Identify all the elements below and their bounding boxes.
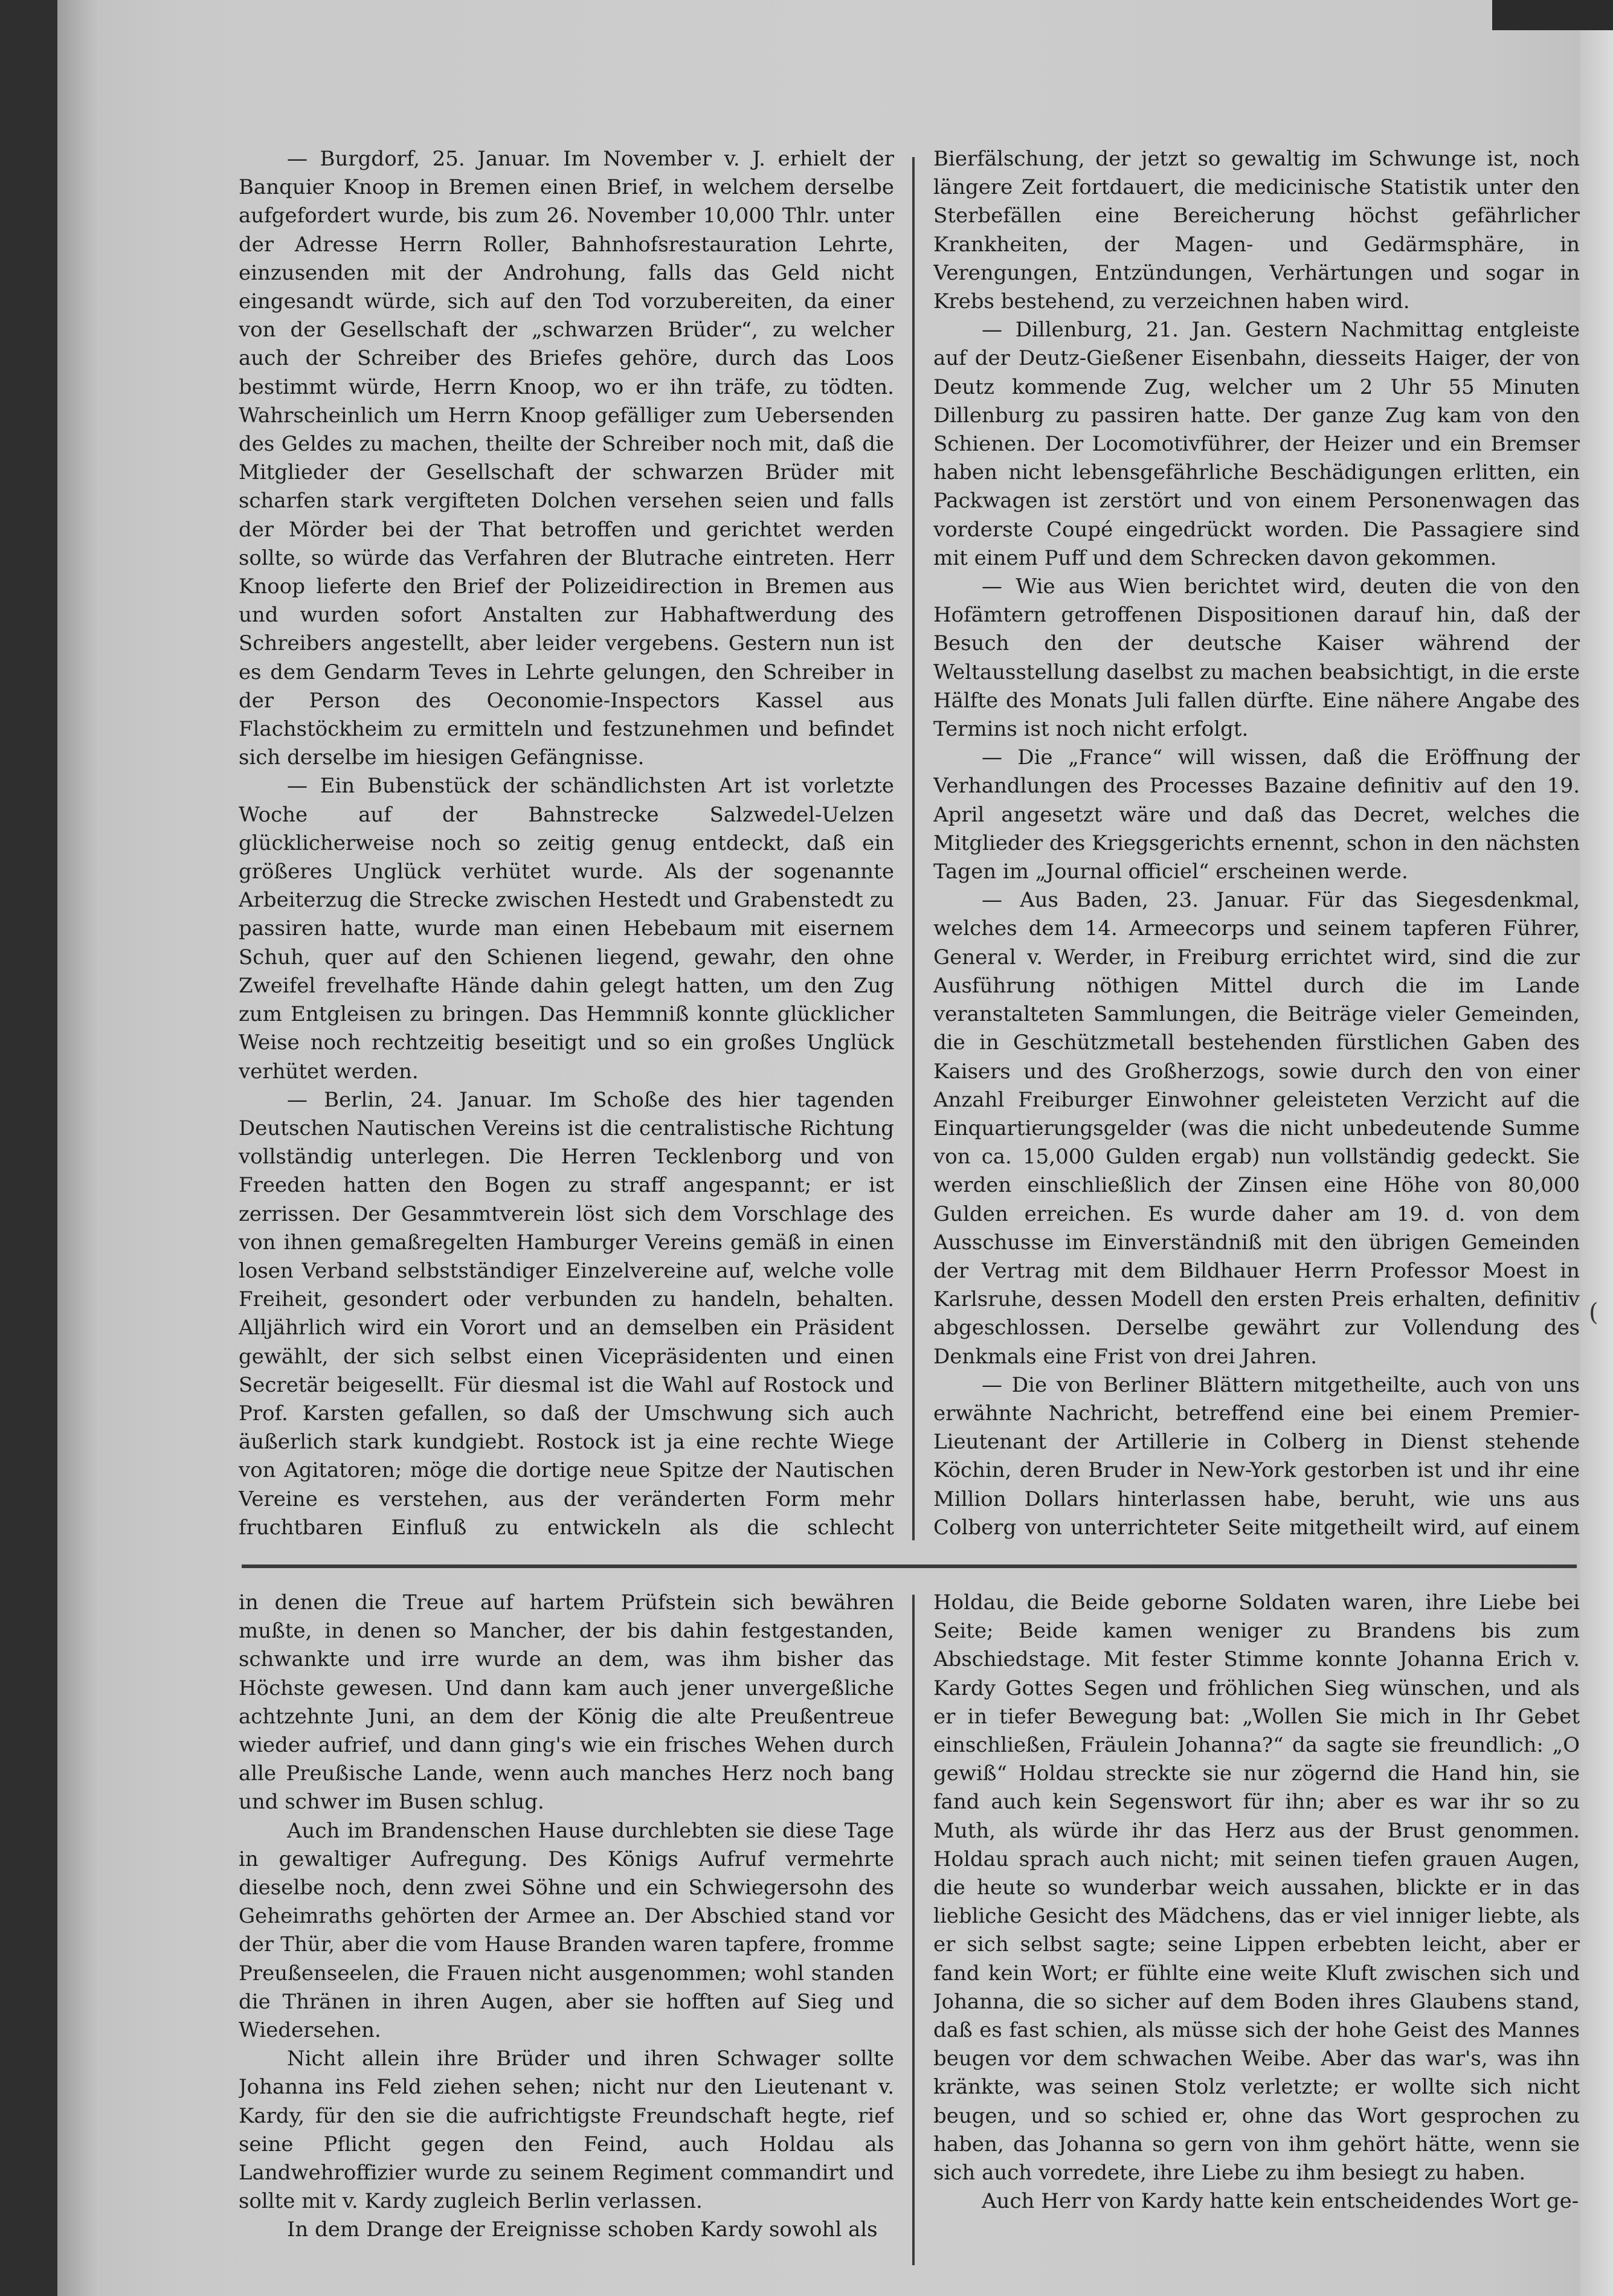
- news-item-bier-cont: Bierfälschung, der jetzt so gewaltig im Schwunge ist, noch längere Zeit fortdauert, die medicinische Statistik unter den Sterbefällen eine Bereicherung höchst gefährlicher Krankheiten, der Magen- und Gedärmsphäre, in Verengungen, Entzündungen, Verhärtungen und sogar in Krebs bestehend, zu verzeichnen haben wird.: [933, 147, 1580, 314]
- column-rule-top: [912, 157, 915, 1540]
- feuilleton-paragraph: Auch im Brandenschen Hause durchlebten sie diese Tage in gewaltiger Aufregung. Des Königs Aufruf vermehrte dieselbe noch, denn zwei Söhne und ein Schwiegersohn des Geheimraths gehörten der Armee an. Der Abschied stand vor der Thür, aber die vom Hause Branden waren tapfere, fromme Preußenseelen, die Frauen nicht ausgenommen; wohl standen die Thränen in ihren Augen, aber sie hofften auf Sieg und Wiedersehen.: [239, 1818, 894, 2043]
- news-item-wien: — Wie aus Wien berichtet wird, deuten die von den Hofämtern getroffenen Dispositionen darauf hin, daß der Besuch den der deutsche Kaiser während der Weltausstellung daselbst zu machen beabsichtigt, in die erste Hälfte des Monats Juli fallen dürfte. Eine nähere Angabe des Termins ist noch nicht erfolgt.: [933, 574, 1580, 742]
- feuilleton-column-left: [239, 1589, 894, 2283]
- news-item-dillenburg: — Dillenburg, 21. Jan. Gestern Nachmittag entgleiste auf der Deutz-Gießener Eisenbahn, diesseits Haiger, der von Deutz kommende Zug, welcher um 2 Uhr 55 Minuten Dillenburg zu passiren hatte. Der ganze Zug kam von den Schienen. Der Locomotivführer, der Heizer und ein Bremser haben nicht lebensgefährliche Beschädigungen erlitten, ein Packwagen ist zerstört und von einem Personenwagen das vorderste Coupé eingedrückt worden. Die Passagiere sind mit einem Puff und dem Schrecken davon gekommen.: [933, 318, 1580, 570]
- section-rule: [242, 1564, 1577, 1568]
- feuilleton-column-right: [933, 1589, 1580, 2283]
- feuilleton-paragraph: Auch Herr von Kardy hatte kein entscheidendes Wort ge-: [982, 2189, 1579, 2214]
- news-item-bubenstueck: — Ein Bubenstück der schändlichsten Art ist vorletzte Woche auf der Bahnstrecke Salzwedel-Uelzen glücklicherweise noch so zeitig genug entdeckt, daß ein größeres Unglück verhütet wurde. Als der sogenannte Arbeiterzug die Strecke zwischen Hestedt und Grabenstedt zu passiren hatte, wurde man einen Hebebaum mit eisernem Schuh, quer auf den Schienen liegend, gewahr, den ohne Zweifel frevelhafte Hände dahin gelegt hatten, um den Zug zum Entgleisen zu bringen. Das Hemmniß konnte glücklicher Weise noch rechtzeitig beseitigt und so ein großes Unglück verhütet werden.: [239, 774, 894, 1084]
- news-column-left: [239, 145, 894, 1540]
- news-item-burgdorf: — Burgdorf, 25. Januar. Im November v. J. erhielt der Banquier Knoop in Bremen einen Brief, in welchem derselbe aufgefordert wurde, bis zum 26. November 10,000 Thlr. unter der Adresse Herrn Roller, Bahnhofsrestauration Lehrte, einzusenden mit der Androhung, falls das Geld nicht eingesandt würde, sich auf den Tod vorzubereiten, da einer von der Gesellschaft der „schwarzen Brüder“, zu welcher auch der Schreiber des Briefes gehöre, durch das Loos bestimmt würde, Herrn Knoop, wo er ihn träfe, zu tödten. Wahrscheinlich um Herrn Knoop gefälliger zum Uebersenden des Geldes zu machen, theilte der Schreiber noch mit, daß die Mitglieder der Gesellschaft der schwarzen Brüder mit scharfen stark vergifteten Dolchen versehen seien und falls der Mörder bei der That betroffen und gerichtet werden sollte, so würde das Verfahren der Blutrache eintreten. Herr Knoop lieferte den Brief der Polizeidirection in Bremen aus und wurden sofort Anstalten zur Habhaftwerdung des Schreibers angestellt, aber leider vergebens. Gestern nun ist es dem Gendarm Teves in Lehrte gelungen, den Schreiber in der Person des Oeconomie-Inspectors Kassel aus Flachstöckheim zu ermitteln und festzunehmen und befindet sich derselbe im hiesigen Gefängnisse.: [239, 147, 894, 770]
- news-item-france: — Die „France“ will wissen, daß die Eröffnung der Verhandlungen des Processes Bazaine definitiv auf den 19. April angesetzt wäre und daß das Decret, welches die Mitglieder des Kriegsgerichts ernennt, schon in den nächsten Tagen im „Journal officiel“ erscheinen werde.: [933, 745, 1580, 884]
- feuilleton-paragraph: in denen die Treue auf hartem Prüfstein sich bewähren mußte, in denen so Mancher, der bis dahin festgestanden, schwankte und irre wurde an dem, was ihm bisher das Höchste gewesen. Und dann kam auch jener unvergeßliche achtzehnte Juni, an dem der König die alte Preußentreue wieder aufrief, und dann ging's wie ein frisches Wehen durch alle Preußische Lande, wenn auch manches Herz noch bang und schwer im Busen schlug.: [239, 1590, 894, 1815]
- news-item-baden: — Aus Baden, 23. Januar. Für das Siegesdenkmal, welches dem 14. Armeecorps und seinem tapferen Führer, General v. Werder, in Freiburg errichtet wird, sind die zur Ausführung nöthigen Mittel durch die im Lande veranstalteten Sammlungen, die Beiträge vieler Gemeinden, die in Geschützmetall bestehenden fürstlichen Gaben des Kaisers und des Großherzogs, sowie durch den von einer Anzahl Freiburger Einwohner geleisteten Verzicht auf die Einquartierungsgelder (was die nicht unbedeutende Summe von ca. 15,000 Gulden ergab) nun vollständig gedeckt. Sie werden einschließlich der Zinsen eine Höhe von 80,000 Gulden erreichen. Es wurde daher am 19. d. von dem Ausschusse im Einverständniß mit den übrigen Gemeinden der Vertrag mit dem Bildhauer Herrn Professor Moest in Karlsruhe, dessen Modell den ersten Preis erhalten, definitiv abgeschlossen. Derselbe gewährt zur Vollendung des Denkmals eine Frist von drei Jahren.: [933, 888, 1580, 1369]
- column-rule-bottom: [912, 1595, 915, 2265]
- news-item-berlin: — Berlin, 24. Januar. Im Schoße des hier tagenden Deutschen Nautischen Vereins ist die centralistische Richtung vollständig unterlegen. Die Herren Tecklenborg und von Freeden hatten den Bogen zu straff angespannt; er ist zerrissen. Der Gesammtverein löst sich dem Vorschlage des von ihnen gemaßregelten Hamburger Vereins gemäß in einen losen Verband selbstständiger Einzelvereine auf, welche volle Freiheit, gesondert oder verbunden zu handeln, behalten. Alljährlich wird ein Vorort und an demselben ein Präsident gewählt, der sich selbst einen Vicepräsidenten und einen Secretär beigesellt. Für diesmal ist die Wahl auf Rostock und Prof. Karsten gefallen, so daß der Umschwung sich auch äußerlich stark kundgiebt. Rostock ist ja eine rechte Wiege von Agitatoren; möge die dortige neue Spitze der Nautischen Vereine es verstehen, aus der veränderten Form mehr fruchtbaren Einfluß zu entwickeln als die schlecht: [239, 1087, 894, 1540]
- feuilleton-paragraph: Nicht allein ihre Brüder und ihren Schwager sollte Johanna ins Feld ziehen sehen; nicht nur den Lieutenant v. Kardy, für den sie die aufrichtigste Freundschaft hegte, rief seine Pflicht gegen den Feind, auch Holdau als Landwehroffizier wurde zu seinem Regiment commandirt und sollte mit v. Kardy zugleich Berlin verlassen.: [239, 2047, 894, 2214]
- news-column-right: [933, 145, 1580, 1540]
- page-edge-left: [57, 0, 100, 2296]
- page-edge-right: [1580, 0, 1613, 2296]
- feuilleton-paragraph: Holdau, die Beide geborne Soldaten waren, ihre Liebe bei Seite; Beide kamen weniger zu Brandens bis zum Abschiedstage. Mit fester Stimme konnte Johanna Erich v. Kardy Gottes Segen und fröhlichen Sieg wünschen, und als er in tiefer Bewegung bat: „Wollen Sie mich in Ihr Gebet einschließen, Fräulein Johanna?“ da sagte sie freundlich: „O gewiß“ Holdau streckte sie nur zögernd die Hand hin, sie fand auch kein Segenswort für ihn; aber es war ihr so zu Muth, als würde ihr das Herz aus der Brust genommen. Holdau sprach auch nicht; mit seinen tiefen grauen Augen, die heute so wunderbar weich aussahen, blickte er in das liebliche Gesicht des Mädchens, das er viel inniger liebte, als er sich selbst sagte; seine Lippen erbebten leicht, aber er fand kein Wort; er fühlte eine weite Kluft zwischen sich und Johanna, die so sicher auf dem Boden ihres Glaubens stand, daß es fast schien, als müsse sich der hohe Geist des Mannes beugen vor dem schwachen Weibe. Aber das war's, was ihn kränkte, was seinen Stolz verletzte; er wollte sich nicht beugen, und so schied er, ohne das Wort gesprochen zu haben, das Johanna so gern von ihm gehört hätte, wenn sie sich auch vorredete, ihre Liebe zu ihm besiegt zu haben.: [933, 1590, 1580, 2185]
- margin-glyph: (: [1589, 1299, 1599, 1326]
- scan-background-corner: [1492, 0, 1613, 30]
- feuilleton-paragraph: In dem Drange der Ereignisse schoben Kardy sowohl als: [287, 2217, 878, 2242]
- news-item-berliner-blaetter: — Die von Berliner Blättern mitgetheilte, auch von uns erwähnte Nachricht, betreffend eine bei einem Premier-Lieutenant der Artillerie in Colberg in Dienst stehende Köchin, deren Bruder in New-York gestorben ist und ihr eine Million Dollars hinterlassen habe, beruht, wie uns aus Colberg von unterrichteter Seite mitgetheilt wird, auf einem: [933, 1372, 1580, 1540]
